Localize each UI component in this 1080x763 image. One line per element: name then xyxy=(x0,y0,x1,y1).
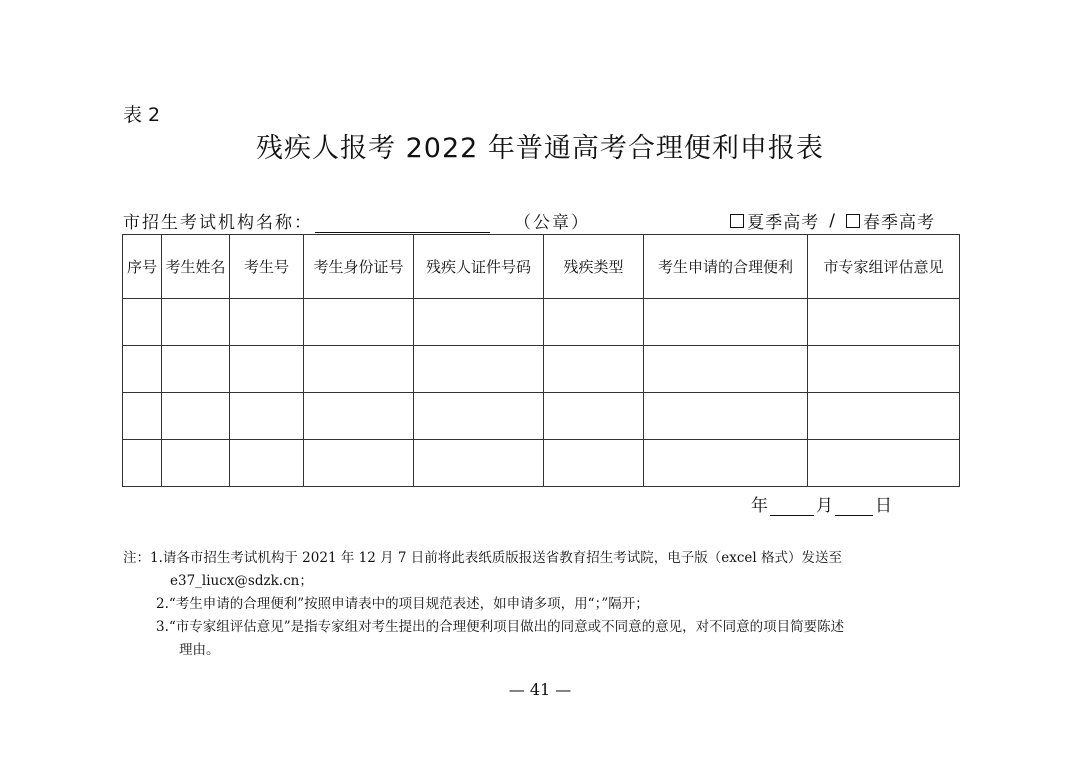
table-cell[interactable] xyxy=(414,346,544,393)
note-2: 2.“考生申请的合理便利”按照申请表中的项目规范表述，如申请多项，用“；”隔开； xyxy=(156,596,649,612)
spring-checkbox[interactable] xyxy=(846,214,860,228)
summer-checkbox[interactable] xyxy=(730,214,744,228)
table-cell[interactable] xyxy=(162,393,230,440)
date-line xyxy=(751,491,892,516)
note-3-cont: 理由。 xyxy=(179,642,220,658)
header-expert-opinion: 市专家组评估意见 xyxy=(808,235,960,299)
season-selector xyxy=(730,208,935,233)
month-label: 月 xyxy=(816,496,833,516)
header-id-number: 考生身份证号 xyxy=(304,235,414,299)
table-cell[interactable] xyxy=(544,440,644,487)
org-name-line xyxy=(123,208,590,233)
table-cell[interactable] xyxy=(230,346,304,393)
table-cell[interactable] xyxy=(414,299,544,346)
application-table xyxy=(122,234,960,487)
header-index: 序号 xyxy=(123,235,162,299)
table-cell[interactable] xyxy=(230,299,304,346)
table-label: 表 2 xyxy=(123,104,161,126)
table-cell[interactable] xyxy=(544,346,644,393)
org-name-label: 市招生考试机构名称： xyxy=(123,213,313,233)
table-cell[interactable] xyxy=(544,299,644,346)
table-cell[interactable] xyxy=(544,393,644,440)
header-exam-number: 考生号 xyxy=(230,235,304,299)
org-name-blank[interactable] xyxy=(315,212,490,233)
header-accommodation: 考生申请的合理便利 xyxy=(644,235,808,299)
table-cell[interactable] xyxy=(808,299,960,346)
table-cell[interactable] xyxy=(123,440,162,487)
table-cell[interactable] xyxy=(162,440,230,487)
month-blank[interactable] xyxy=(770,499,814,516)
table-cell[interactable] xyxy=(644,346,808,393)
table-cell[interactable] xyxy=(414,393,544,440)
table-cell[interactable] xyxy=(123,346,162,393)
table-cell[interactable] xyxy=(230,393,304,440)
page-title: 残疾人报考 2022 年普通高考合理便利申报表 xyxy=(256,133,824,164)
summer-label: 夏季高考 xyxy=(747,213,820,233)
table-row xyxy=(123,393,960,440)
table-cell[interactable] xyxy=(304,393,414,440)
table-row xyxy=(123,440,960,487)
table-cell[interactable] xyxy=(162,346,230,393)
season-separator: / xyxy=(829,210,836,231)
table-cell[interactable] xyxy=(304,346,414,393)
spring-label: 春季高考 xyxy=(863,213,935,233)
table-cell[interactable] xyxy=(644,393,808,440)
table-header-row xyxy=(123,235,960,299)
table-row xyxy=(123,346,960,393)
table-cell[interactable] xyxy=(808,440,960,487)
table-cell[interactable] xyxy=(123,393,162,440)
table-cell[interactable] xyxy=(414,440,544,487)
table-cell[interactable] xyxy=(230,440,304,487)
note-1-email: e37_liucx@sdzk.cn； xyxy=(170,573,313,589)
table-cell[interactable] xyxy=(808,346,960,393)
table-cell[interactable] xyxy=(644,299,808,346)
day-blank[interactable] xyxy=(835,499,873,516)
official-seal-label: （公章） xyxy=(514,213,590,233)
table-cell[interactable] xyxy=(808,393,960,440)
table-cell[interactable] xyxy=(644,440,808,487)
header-disability-cert: 残疾人证件号码 xyxy=(414,235,544,299)
year-label: 年 xyxy=(751,496,768,516)
page-number: — 41 — xyxy=(508,680,572,699)
header-disability-type: 残疾类型 xyxy=(544,235,644,299)
notes xyxy=(123,547,844,662)
table-cell[interactable] xyxy=(304,299,414,346)
note-3: 3.“市专家组评估意见”是指专家组对考生提出的合理便利项目做出的同意或不同意的意见，对不同意的项目简要陈述 xyxy=(156,619,845,635)
day-label: 日 xyxy=(875,496,892,516)
table-cell[interactable] xyxy=(162,299,230,346)
table-cell[interactable] xyxy=(304,440,414,487)
table-row xyxy=(123,299,960,346)
note-1: 注：1.请各市招生考试机构于 2021 年 12 月 7 日前将此表纸质版报送省教育招生考试院，电子版（excel 格式）发送至 xyxy=(123,550,843,566)
header-name: 考生姓名 xyxy=(162,235,230,299)
table-cell[interactable] xyxy=(123,299,162,346)
